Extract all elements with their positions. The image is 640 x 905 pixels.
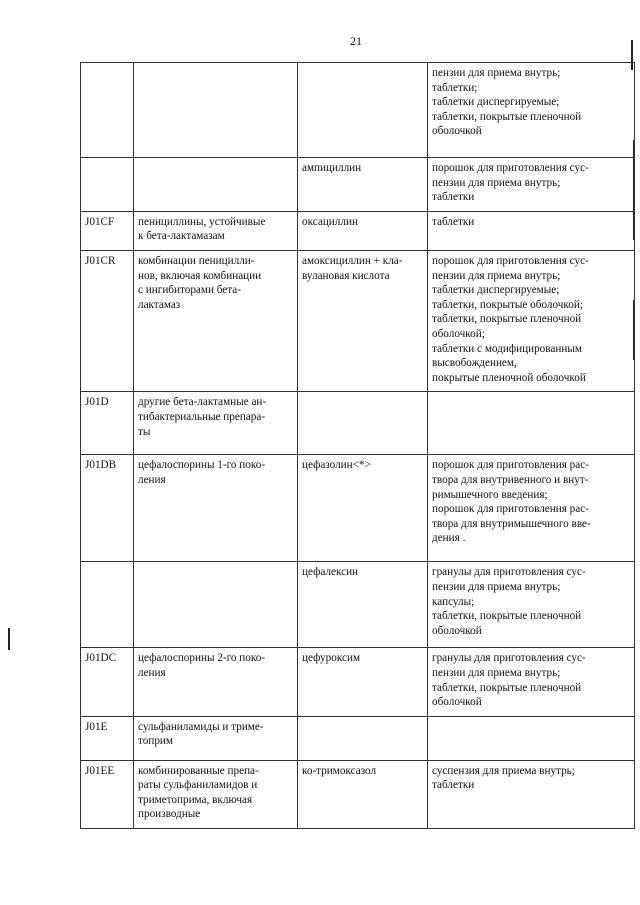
- cell-text-line: таблетки: [432, 191, 475, 204]
- pharmacological-group-cell: [134, 716, 298, 760]
- drug-name-cell: [298, 211, 428, 250]
- table-row: [81, 648, 635, 716]
- table-row: [81, 455, 635, 562]
- cell-text-line: оболочкой: [432, 696, 482, 709]
- cell-text-line: к бета-лактамазам: [138, 230, 225, 243]
- table-row: [81, 392, 635, 455]
- cell-text-line: комбинированные препа-: [138, 764, 259, 777]
- drug-name-cell: [298, 392, 428, 455]
- atc-code-cell: [81, 158, 134, 212]
- dosage-forms-cell: [428, 455, 635, 562]
- pharmacological-group-cell: [134, 211, 298, 250]
- cell-text-line: раты сульфаниламидов и: [138, 779, 258, 792]
- table-row: [81, 716, 635, 760]
- cell-text-line: таблетки, покрытые пленочной: [432, 681, 582, 694]
- cell-text-line: твора для внутривенного и внут-: [432, 473, 589, 486]
- cell-text-line: нов, включая комбинации: [138, 269, 262, 282]
- cell-text-line: порошок для приготовления сус-: [432, 162, 589, 174]
- table-row: [81, 760, 635, 828]
- cell-text-line: пензии для приема внутрь;: [432, 176, 561, 189]
- cell-text: J01D: [85, 396, 109, 409]
- cell-text-line: твора для внутримышечного вве-: [432, 517, 591, 530]
- cell-text-line: гранулы для приготовления сус-: [432, 566, 586, 579]
- drug-name-cell: [298, 158, 428, 212]
- cell-text: J01CR: [85, 254, 116, 267]
- page-number: 21: [350, 34, 362, 48]
- cell-text-line: таблетки диспергируемые;: [432, 284, 560, 297]
- cell-text-line: пензии для приема внутрь;: [432, 67, 561, 79]
- cell-text-line: пенициллины, устойчивые: [138, 215, 266, 228]
- dosage-forms-cell: [428, 562, 635, 648]
- cell-text: J01DB: [85, 459, 117, 472]
- cell-text-line: высвобождением,: [432, 357, 517, 370]
- atc-code-cell: [81, 562, 134, 648]
- cell-text-line: порошок для приготовления рас-: [432, 459, 589, 472]
- dosage-forms-cell: [428, 158, 635, 212]
- cell-text-line: римышечного введения;: [432, 488, 548, 501]
- atc-code-cell: [81, 211, 134, 250]
- dosage-forms-cell: [428, 716, 635, 760]
- atc-code-cell: [81, 455, 134, 562]
- cell-text-line: пензии для приема внутрь;: [432, 580, 561, 593]
- cell-text-line: таблетки;: [432, 81, 478, 94]
- pharmacological-group-cell: [134, 455, 298, 562]
- cell-text-line: пензии для приема внутрь;: [432, 666, 561, 679]
- cell-text-line: таблетки, покрытые пленочной: [432, 610, 582, 623]
- cell-text-line: таблетки диспергируемые;: [432, 96, 560, 109]
- cell-text-line: таблетки, покрытые пленочной: [432, 313, 582, 326]
- cell-text-line: ты: [138, 425, 151, 438]
- cell-text-line: порошок для приготовления рас-: [432, 503, 589, 516]
- cell-text-line: таблетки: [432, 215, 475, 228]
- atc-code-cell: [81, 63, 134, 158]
- drug-name-cell: [298, 648, 428, 716]
- cell-text-line: пензии для приема внутрь;: [432, 269, 561, 282]
- cell-text-line: ко-тримоксазол: [302, 764, 377, 777]
- cell-text-line: оболочкой;: [432, 327, 485, 340]
- cell-text-line: другие бета-лактамные ан-: [138, 396, 267, 409]
- cell-text: J01EE: [85, 764, 115, 777]
- cell-text-line: триметоприма, включая: [138, 793, 253, 806]
- cell-text-line: оболочкой: [432, 125, 482, 138]
- cell-text-line: гранулы для приготовления сус-: [432, 652, 586, 665]
- dosage-forms-cell: [428, 392, 635, 455]
- atc-code-cell: [81, 760, 134, 828]
- drug-name-cell: [298, 250, 428, 391]
- cell-text-line: оксациллин: [302, 215, 358, 228]
- pharmacological-group-cell: [134, 250, 298, 391]
- pharmacological-group-cell: [134, 562, 298, 648]
- cell-text-line: таблетки, покрытые оболочкой;: [432, 298, 583, 311]
- cell-text-line: ления: [138, 666, 166, 679]
- drug-name-cell: [298, 63, 428, 158]
- cell-text: J01DC: [85, 652, 117, 665]
- cell-text-line: вулановая кислота: [302, 269, 390, 282]
- cell-text-line: цефазолин<*>: [302, 459, 371, 472]
- pharmacological-group-cell: [134, 63, 298, 158]
- dosage-forms-cell: [428, 760, 635, 828]
- table-row: [81, 211, 635, 250]
- scan-edge-mark: [8, 628, 10, 650]
- cell-text-line: цефалексин: [302, 566, 359, 579]
- table-row: [81, 63, 635, 158]
- cell-text-line: цефалоспорины 1-го поко-: [138, 459, 266, 472]
- table-row: [81, 158, 635, 212]
- cell-text-line: порошок для приготовления сус-: [432, 254, 589, 267]
- cell-text-line: суспензия для приема внутрь;: [432, 764, 575, 777]
- cell-text-line: ампициллин: [302, 162, 362, 174]
- cell-text-line: производные: [138, 808, 201, 821]
- cell-text-line: тибактериальные препара-: [138, 410, 266, 423]
- cell-text-line: таблетки: [432, 779, 475, 792]
- drug-table: [80, 62, 635, 829]
- cell-text-line: лактамаз: [138, 298, 181, 311]
- cell-text-line: капсулы;: [432, 595, 475, 608]
- cell-text: J01E: [85, 720, 108, 733]
- cell-text-line: с ингибиторами бета-: [138, 284, 241, 297]
- cell-text-line: амоксициллин + кла-: [302, 254, 403, 267]
- dosage-forms-cell: [428, 250, 635, 391]
- pharmacological-group-cell: [134, 392, 298, 455]
- pharmacological-group-cell: [134, 648, 298, 716]
- dosage-forms-cell: [428, 211, 635, 250]
- dosage-forms-cell: [428, 63, 635, 158]
- pharmacological-group-cell: [134, 158, 298, 212]
- table-row: [81, 250, 635, 391]
- cell-text-line: таблетки, покрытые пленочной: [432, 110, 582, 123]
- cell-text-line: сульфаниламиды и триме-: [138, 720, 264, 733]
- drug-name-cell: [298, 760, 428, 828]
- atc-code-cell: [81, 392, 134, 455]
- pharmacological-group-cell: [134, 760, 298, 828]
- table-row: [81, 562, 635, 648]
- cell-text-line: комбинации пеницилли-: [138, 254, 255, 267]
- cell-text-line: покрытые пленочной оболочкой: [432, 371, 586, 384]
- drug-name-cell: [298, 562, 428, 648]
- cell-text-line: топрим: [138, 735, 173, 748]
- atc-code-cell: [81, 648, 134, 716]
- dosage-forms-cell: [428, 648, 635, 716]
- cell-text-line: таблетки с модифицированным: [432, 342, 582, 355]
- drug-name-cell: [298, 455, 428, 562]
- cell-text-line: цефалоспорины 2-го поко-: [138, 652, 266, 665]
- atc-code-cell: [81, 250, 134, 391]
- cell-text-line: цефуроксим: [302, 652, 361, 665]
- drug-name-cell: [298, 716, 428, 760]
- cell-text-line: оболочкой: [432, 624, 482, 637]
- cell-text: J01CF: [85, 215, 115, 228]
- atc-code-cell: [81, 716, 134, 760]
- cell-text-line: ления: [138, 473, 166, 486]
- cell-text-line: дения .: [432, 532, 466, 545]
